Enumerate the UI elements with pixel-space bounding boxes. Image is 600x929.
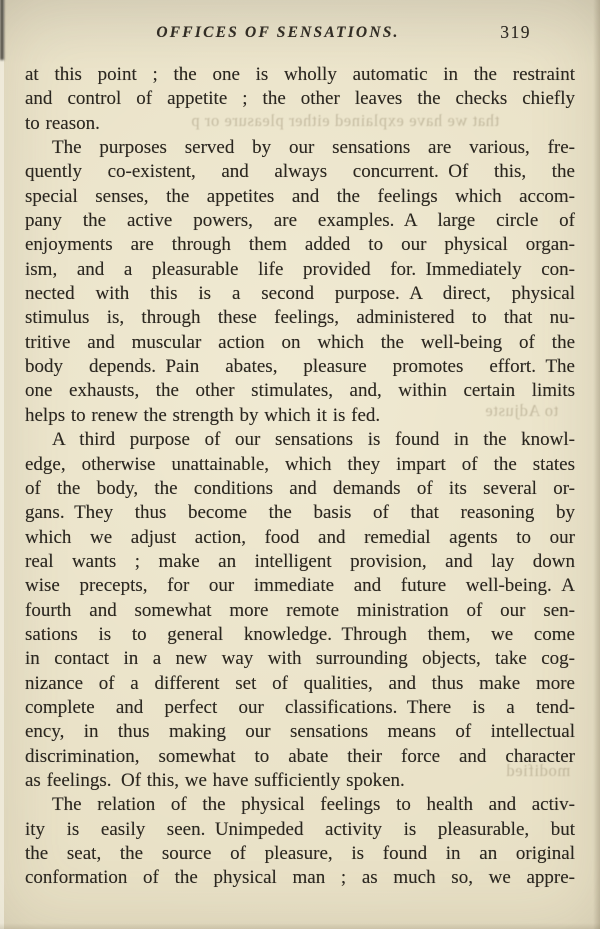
text-line: tritive and muscular action on which the well-being of the	[25, 331, 575, 353]
text-line: wise precepts, for our immediate and future well-being. A	[25, 575, 575, 597]
text-line: stimulus is, through these feelings, administered to that nu-	[25, 307, 575, 329]
text-line: the seat, the source of pleasure, is found in an original	[25, 843, 575, 864]
text-line: edge, otherwise unattainable, which they impart of the states	[25, 453, 575, 475]
scan-bottom-edge-shade	[0, 923, 600, 929]
text-line: ism, and a pleasurable life provided for. Immediately con-	[25, 258, 575, 280]
text-line: which we adjust action, food and remedial agents to our	[25, 526, 575, 548]
paragraph	[25, 428, 575, 793]
text-block	[25, 63, 575, 891]
scan-corner-mark	[0, 0, 4, 60]
text-line: pany the active powers, are examples. A large circle of	[25, 210, 575, 232]
text-line: special senses, the appetites and the feelings which accom-	[25, 185, 575, 207]
text-line: The purposes served by our sensations are various, fre-	[52, 137, 575, 159]
text-line: A third purpose of our sensations is found in the knowl-	[52, 429, 575, 451]
text-line: real wants ; make an intelligent provision, and lay down	[25, 550, 575, 572]
text-line: nected with this is a second purpose. A direct, physical	[25, 283, 575, 305]
text-line: ity is easily seen. Unimpeded activity is pleasurable, but	[25, 818, 575, 840]
scan-right-edge-shade	[593, 0, 600, 929]
scan-left-edge	[0, 0, 4, 929]
text-line: discrimination, somewhat to abate their force and character	[25, 745, 575, 767]
text-line: of the body, the conditions and demands of its several or-	[25, 477, 575, 499]
text-line: helps to renew the strength by which it is fed.	[25, 404, 381, 426]
text-line: quently co-existent, and always concurrent. Of this, the	[25, 161, 575, 183]
text-line: The relation of the physical feelings to health and activ-	[52, 794, 575, 816]
text-line: sations is to general knowledge. Through them, we come	[25, 623, 575, 645]
running-title: OFFICES OF SENSATIONS.	[156, 24, 400, 41]
page-number: 319	[500, 22, 531, 42]
show-through-text: to Adjuste	[484, 401, 559, 420]
text-line: body depends. Pain abates, pleasure promotes effort. The	[25, 356, 575, 378]
text-line: gans. They thus become the basis of that reasoning by	[25, 502, 575, 524]
text-line: to reason.	[25, 112, 100, 134]
paragraph	[25, 136, 575, 428]
text-line: conformation of the physical man ; as much so, we appre-	[25, 867, 575, 889]
paragraph	[25, 793, 575, 890]
text-line: nizance of a different set of qualities, and thus make more	[25, 672, 575, 694]
text-line: in contact in a new way with surrounding objects, take cog-	[25, 648, 575, 670]
text-line: fourth and somewhat more remote ministration of our sen-	[25, 599, 575, 621]
text-line: enjoyments are through them added to our physical organ-	[25, 234, 575, 256]
text-line: one exhausts, the other stimulates, and, within certain limits	[25, 380, 575, 402]
paragraph	[25, 63, 575, 136]
show-through-text: that we have explained either pleasure or p	[190, 111, 500, 130]
text-line: as feelings. Of this, we have sufficiently spoken.	[25, 769, 405, 791]
text-line: ency, in thus making our sensations means of intellectual	[25, 721, 575, 743]
text-line: complete and perfect our classifications. There is a tend-	[25, 696, 575, 718]
show-through-text: modified	[505, 761, 571, 780]
page-header	[25, 22, 575, 46]
text-line: and control of appetite ; the other leaves the checks chiefly	[25, 88, 575, 110]
text-line: at this point ; the one is wholly automatic in the restraint	[25, 64, 575, 85]
